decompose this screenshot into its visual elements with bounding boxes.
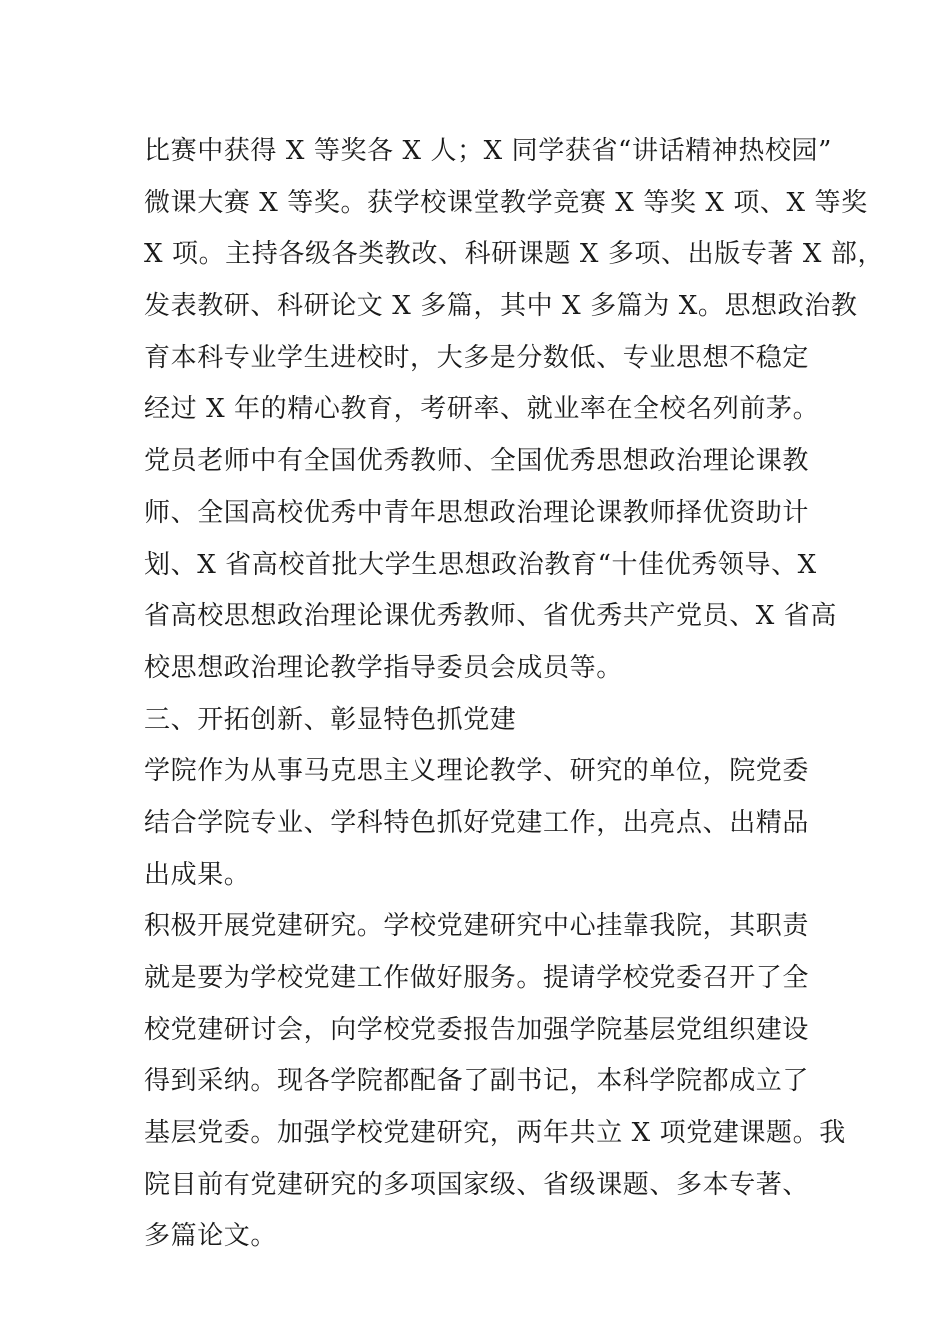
body-text: [144, 126, 885, 1263]
text-line: 校思想政治理论教学指导委员会成员等。: [144, 652, 623, 683]
text-line: 党员老师中有全国优秀教师、全国优秀思想政治理论课教: [144, 446, 810, 477]
text-line: 校党建研讨会，向学校党委报告加强学院基层党组织建设: [144, 1014, 810, 1045]
text-line: 育本科专业学生进校时，大多是分数低、专业思想不稳定: [144, 342, 810, 373]
text-line: 师、全国高校优秀中青年思想政治理论课教师择优资助计: [144, 497, 810, 528]
text-line: 多篇论文。: [144, 1221, 278, 1252]
text-line: 院目前有党建研究的多项国家级、省级课题、多本专著、: [144, 1169, 810, 1200]
text-line: 微课大赛 X 等奖。获学校课堂教学竞赛 X 等奖 X 项、X 等奖: [144, 187, 868, 218]
text-line: 省高校思想政治理论课优秀教师、省优秀共产党员、X 省高: [144, 601, 837, 632]
text-line: 比赛中获得 X 等奖各 X 人；X 同学获省“讲话精神热校园”: [144, 136, 833, 166]
text-line: 经过 X 年的精心教育，考研率、就业率在全校名列前茅。: [144, 394, 820, 425]
text-line: 出成果。: [144, 859, 251, 890]
text-line: 积极开展党建研究。学校党建研究中心挂靠我院，其职责: [144, 911, 810, 942]
text-line: 划、X 省高校首批大学生思想政治教育“十佳优秀领导、X: [144, 549, 817, 580]
text-line: 就是要为学校党建工作做好服务。提请学校党委召开了全: [144, 963, 810, 993]
text-line: 基层党委。加强学校党建研究，两年共立 X 项党建课题。我: [144, 1118, 846, 1149]
text-line: 结合学院专业、学科特色抓好党建工作，出亮点、出精品: [144, 807, 810, 838]
text-line: 发表教研、科研论文 X 多篇，其中 X 多篇为 X。思想政治教: [144, 291, 858, 322]
text-line: X 项。主持各级各类教改、科研课题 X 多项、出版专著 X 部，: [144, 239, 885, 270]
text-line: 得到采纳。现各学院都配备了副书记，本科学院都成立了: [144, 1066, 810, 1097]
text-line: 学院作为从事马克思主义理论教学、研究的单位，院党委: [144, 756, 810, 787]
section-heading: 三、开拓创新、彰显特色抓党建: [144, 704, 517, 735]
